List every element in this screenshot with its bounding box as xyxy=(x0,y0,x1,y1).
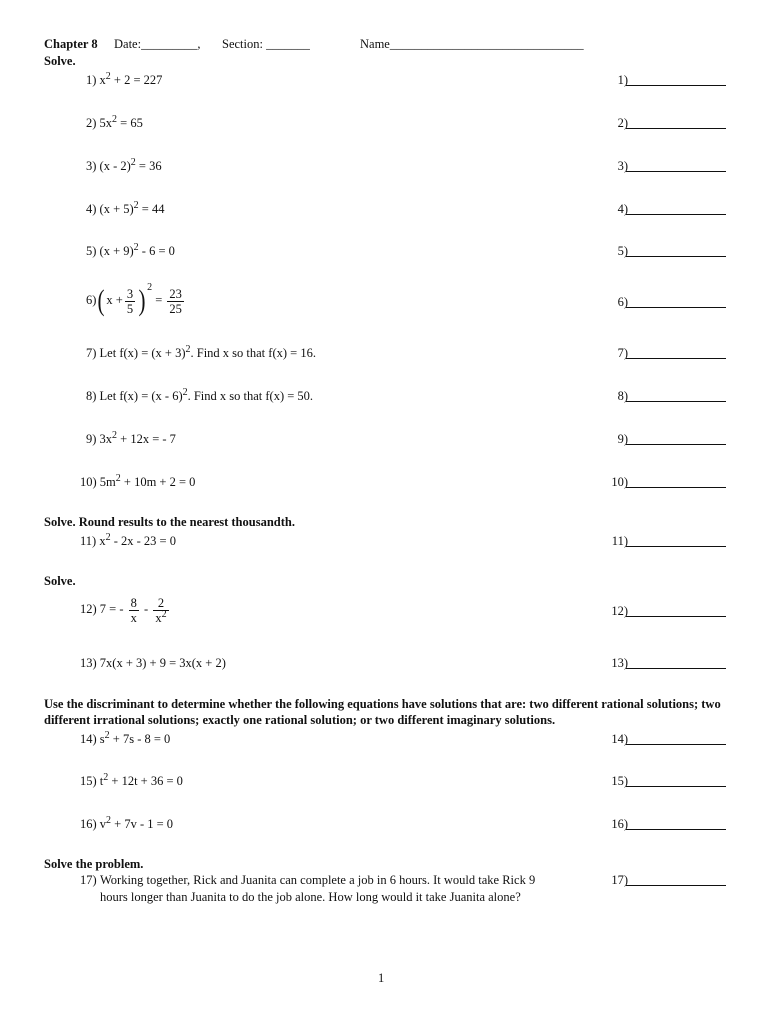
denominator-base: x xyxy=(155,610,162,625)
answer-number: 10) xyxy=(611,475,628,489)
answer-line xyxy=(626,786,726,787)
expression-base: x xyxy=(99,73,106,87)
answer-blank-6[interactable] xyxy=(612,295,726,310)
problem-14 xyxy=(80,732,170,747)
answer-blank-10[interactable] xyxy=(612,475,726,490)
chapter-label: Chapter 8 xyxy=(44,37,98,51)
answer-line xyxy=(626,85,726,86)
exponent: 2 xyxy=(185,344,191,355)
fraction-numerator: 3 xyxy=(126,286,134,301)
problem-number: 13) xyxy=(80,656,97,670)
expression-rest: + 12t + 36 = 0 xyxy=(108,774,183,788)
section-heading-round: Solve. Round results to the nearest thousandth. xyxy=(44,515,295,529)
answer-blank-3[interactable] xyxy=(612,159,726,174)
section-heading-solve-2: Solve. xyxy=(44,574,76,588)
problem-number: 3) xyxy=(86,159,97,173)
expression-rest: + 12x = - 7 xyxy=(117,432,176,446)
answer-line xyxy=(626,128,726,129)
section-heading-solve: Solve. xyxy=(44,54,76,68)
exponent: 2 xyxy=(105,71,111,82)
expression-base: (x + 5) xyxy=(99,202,134,216)
fraction-23-25 xyxy=(167,287,184,316)
problem-12 xyxy=(80,592,171,626)
name-field: Name_______________________________ xyxy=(360,37,584,51)
answer-number: 2) xyxy=(617,116,628,130)
problem-number: 16) xyxy=(80,817,97,831)
exponent: 2 xyxy=(104,730,110,741)
exponent: 2 xyxy=(112,114,118,125)
exponent: 2 xyxy=(133,242,139,253)
exponent: 2 xyxy=(106,815,112,826)
problem-6 xyxy=(86,280,186,320)
fraction-denominator: 5 xyxy=(126,301,134,316)
expression-rest: . Find x so that f(x) = 50. xyxy=(187,389,314,403)
answer-number: 11) xyxy=(611,534,628,548)
equals-sign: = xyxy=(155,293,163,307)
answer-line xyxy=(626,829,726,830)
fraction-8-x xyxy=(129,596,139,625)
answer-blank-13[interactable] xyxy=(612,656,726,671)
answer-number: 15) xyxy=(611,774,628,788)
answer-blank-14[interactable] xyxy=(612,732,726,747)
problem-17-line-1: Working together, Rick and Juanita can complete a job in 6 hours. It would take Rick 9 xyxy=(100,873,536,887)
page-number: 1 xyxy=(378,971,385,985)
expression-base: 5x xyxy=(99,116,113,130)
problem-11 xyxy=(80,534,176,549)
expression-rest: + 7v - 1 = 0 xyxy=(111,817,174,831)
answer-blank-7[interactable] xyxy=(612,346,726,361)
problem-8 xyxy=(86,389,313,404)
exponent: 2 xyxy=(133,200,139,211)
problem-10 xyxy=(80,475,195,490)
answer-line xyxy=(626,214,726,215)
section-heading-discriminant: Use the discriminant to determine whether the following equations have solutions that are: two different rational solutions; two different irrational solutions; exactly one rational solution; or two different imaginary solutions. xyxy=(44,697,721,727)
answer-number: 13) xyxy=(611,656,628,670)
answer-blank-12[interactable] xyxy=(612,604,726,619)
problem-9 xyxy=(86,432,176,447)
exponent: 2 xyxy=(115,473,121,484)
problem-13 xyxy=(80,656,226,671)
minus-sign: - xyxy=(144,602,149,616)
problem-7 xyxy=(86,346,316,361)
problem-16 xyxy=(80,817,173,832)
expression-rest: = 44 xyxy=(138,202,165,216)
fraction-2-x2 xyxy=(153,596,168,625)
expression-rest: + 2 = 227 xyxy=(110,73,163,87)
fraction-denominator: 25 xyxy=(169,301,182,316)
problem-1 xyxy=(86,73,162,88)
expression-base: t xyxy=(99,774,104,788)
exponent: 2 xyxy=(103,772,109,783)
answer-number: 5) xyxy=(617,244,628,258)
expression-rest: . Find x so that f(x) = 16. xyxy=(190,346,316,360)
right-paren: ) xyxy=(138,284,146,318)
problem-17-number: 17) xyxy=(80,873,97,887)
answer-blank-9[interactable] xyxy=(612,432,726,447)
expression: 7x(x + 3) + 9 = 3x(x + 2) xyxy=(99,656,226,670)
answer-line xyxy=(626,358,726,359)
answer-number: 3) xyxy=(617,159,628,173)
lhs-expression: 7 = - xyxy=(99,602,124,616)
answer-blank-16[interactable] xyxy=(612,817,726,832)
left-paren: ( xyxy=(97,284,105,318)
problem-number: 2) xyxy=(86,116,97,130)
expression-base: (x - 2) xyxy=(99,159,131,173)
expression-x: x + xyxy=(106,293,123,307)
problem-number: 11) xyxy=(80,534,97,548)
fraction-3-5 xyxy=(125,287,135,316)
answer-number: 17) xyxy=(611,873,628,887)
answer-blank-4[interactable] xyxy=(612,202,726,217)
exponent: 2 xyxy=(112,430,118,441)
answer-line xyxy=(626,401,726,402)
exponent: 2 xyxy=(105,532,111,543)
section-field: Section: _______ xyxy=(222,37,310,51)
answer-blank-8[interactable] xyxy=(612,389,726,404)
exponent: 2 xyxy=(147,282,153,293)
problem-17-line-2: hours longer than Juanita to do the job alone. How long would it take Juanita alone? xyxy=(100,890,521,904)
problem-number: 14) xyxy=(80,732,97,746)
problem-2 xyxy=(86,116,143,131)
expression-rest: + 10m + 2 = 0 xyxy=(120,475,196,489)
problem-number: 1) xyxy=(86,73,97,87)
fraction-numerator: 8 xyxy=(130,595,137,610)
problem-15 xyxy=(80,774,183,789)
answer-line xyxy=(626,487,726,488)
answer-line xyxy=(626,256,726,257)
problem-3 xyxy=(86,159,162,174)
answer-number: 14) xyxy=(611,732,628,746)
expression-rest: = 36 xyxy=(135,159,162,173)
answer-blank-11[interactable] xyxy=(612,534,726,549)
answer-number: 8) xyxy=(617,389,628,403)
problem-number: 6) xyxy=(86,293,97,307)
answer-line xyxy=(626,744,726,745)
answer-line xyxy=(626,668,726,669)
expression-base: x xyxy=(99,534,106,548)
expression-base: Let f(x) = (x - 6) xyxy=(99,389,183,403)
problem-number: 10) xyxy=(80,475,97,489)
fraction-numerator: 2 xyxy=(157,595,165,610)
answer-line xyxy=(626,546,726,547)
section-heading-word-problem: Solve the problem. xyxy=(44,857,144,871)
answer-number: 1) xyxy=(617,73,628,87)
denominator-exponent: 2 xyxy=(161,608,167,620)
answer-number: 16) xyxy=(611,817,628,831)
problem-number: 4) xyxy=(86,202,97,216)
answer-number: 9) xyxy=(617,432,628,446)
problem-number: 9) xyxy=(86,432,97,446)
problem-number: 8) xyxy=(86,389,97,403)
problem-number: 12) xyxy=(80,602,97,616)
expression-base: Let f(x) = (x + 3) xyxy=(99,346,186,360)
fraction-denominator: x xyxy=(130,610,137,625)
problem-4 xyxy=(86,202,164,217)
expression-base: 5m xyxy=(99,475,116,489)
answer-line xyxy=(626,171,726,172)
answer-number: 12) xyxy=(611,604,628,618)
date-field: Date:_________, xyxy=(114,37,201,51)
answer-blank-15[interactable] xyxy=(612,774,726,789)
answer-number: 6) xyxy=(617,295,628,309)
expression-rest: - 2x - 23 = 0 xyxy=(110,534,176,548)
expression-rest: + 7s - 8 = 0 xyxy=(109,732,171,746)
answer-line xyxy=(626,307,726,308)
expression-rest: = 65 xyxy=(117,116,143,130)
answer-number: 4) xyxy=(617,202,628,216)
answer-blank-17[interactable] xyxy=(612,873,726,888)
answer-line xyxy=(626,885,726,886)
fraction-denominator xyxy=(153,610,168,625)
answer-line xyxy=(626,444,726,445)
exponent: 2 xyxy=(130,157,136,168)
answer-number: 7) xyxy=(617,346,628,360)
answer-blank-5[interactable] xyxy=(612,244,726,259)
expression-rest: - 6 = 0 xyxy=(138,244,175,258)
answer-line xyxy=(626,616,726,617)
answer-blank-1[interactable] xyxy=(612,73,726,88)
expression-base: 3x xyxy=(99,432,113,446)
problem-number: 5) xyxy=(86,244,97,258)
answer-blank-2[interactable] xyxy=(612,116,726,131)
expression-base: (x + 9) xyxy=(99,244,134,258)
problem-number: 15) xyxy=(80,774,97,788)
exponent: 2 xyxy=(182,387,188,398)
fraction-numerator: 23 xyxy=(169,286,182,301)
expression-base: v xyxy=(99,817,107,831)
expression-base: s xyxy=(99,732,105,746)
problem-number: 7) xyxy=(86,346,97,360)
problem-5 xyxy=(86,244,175,259)
